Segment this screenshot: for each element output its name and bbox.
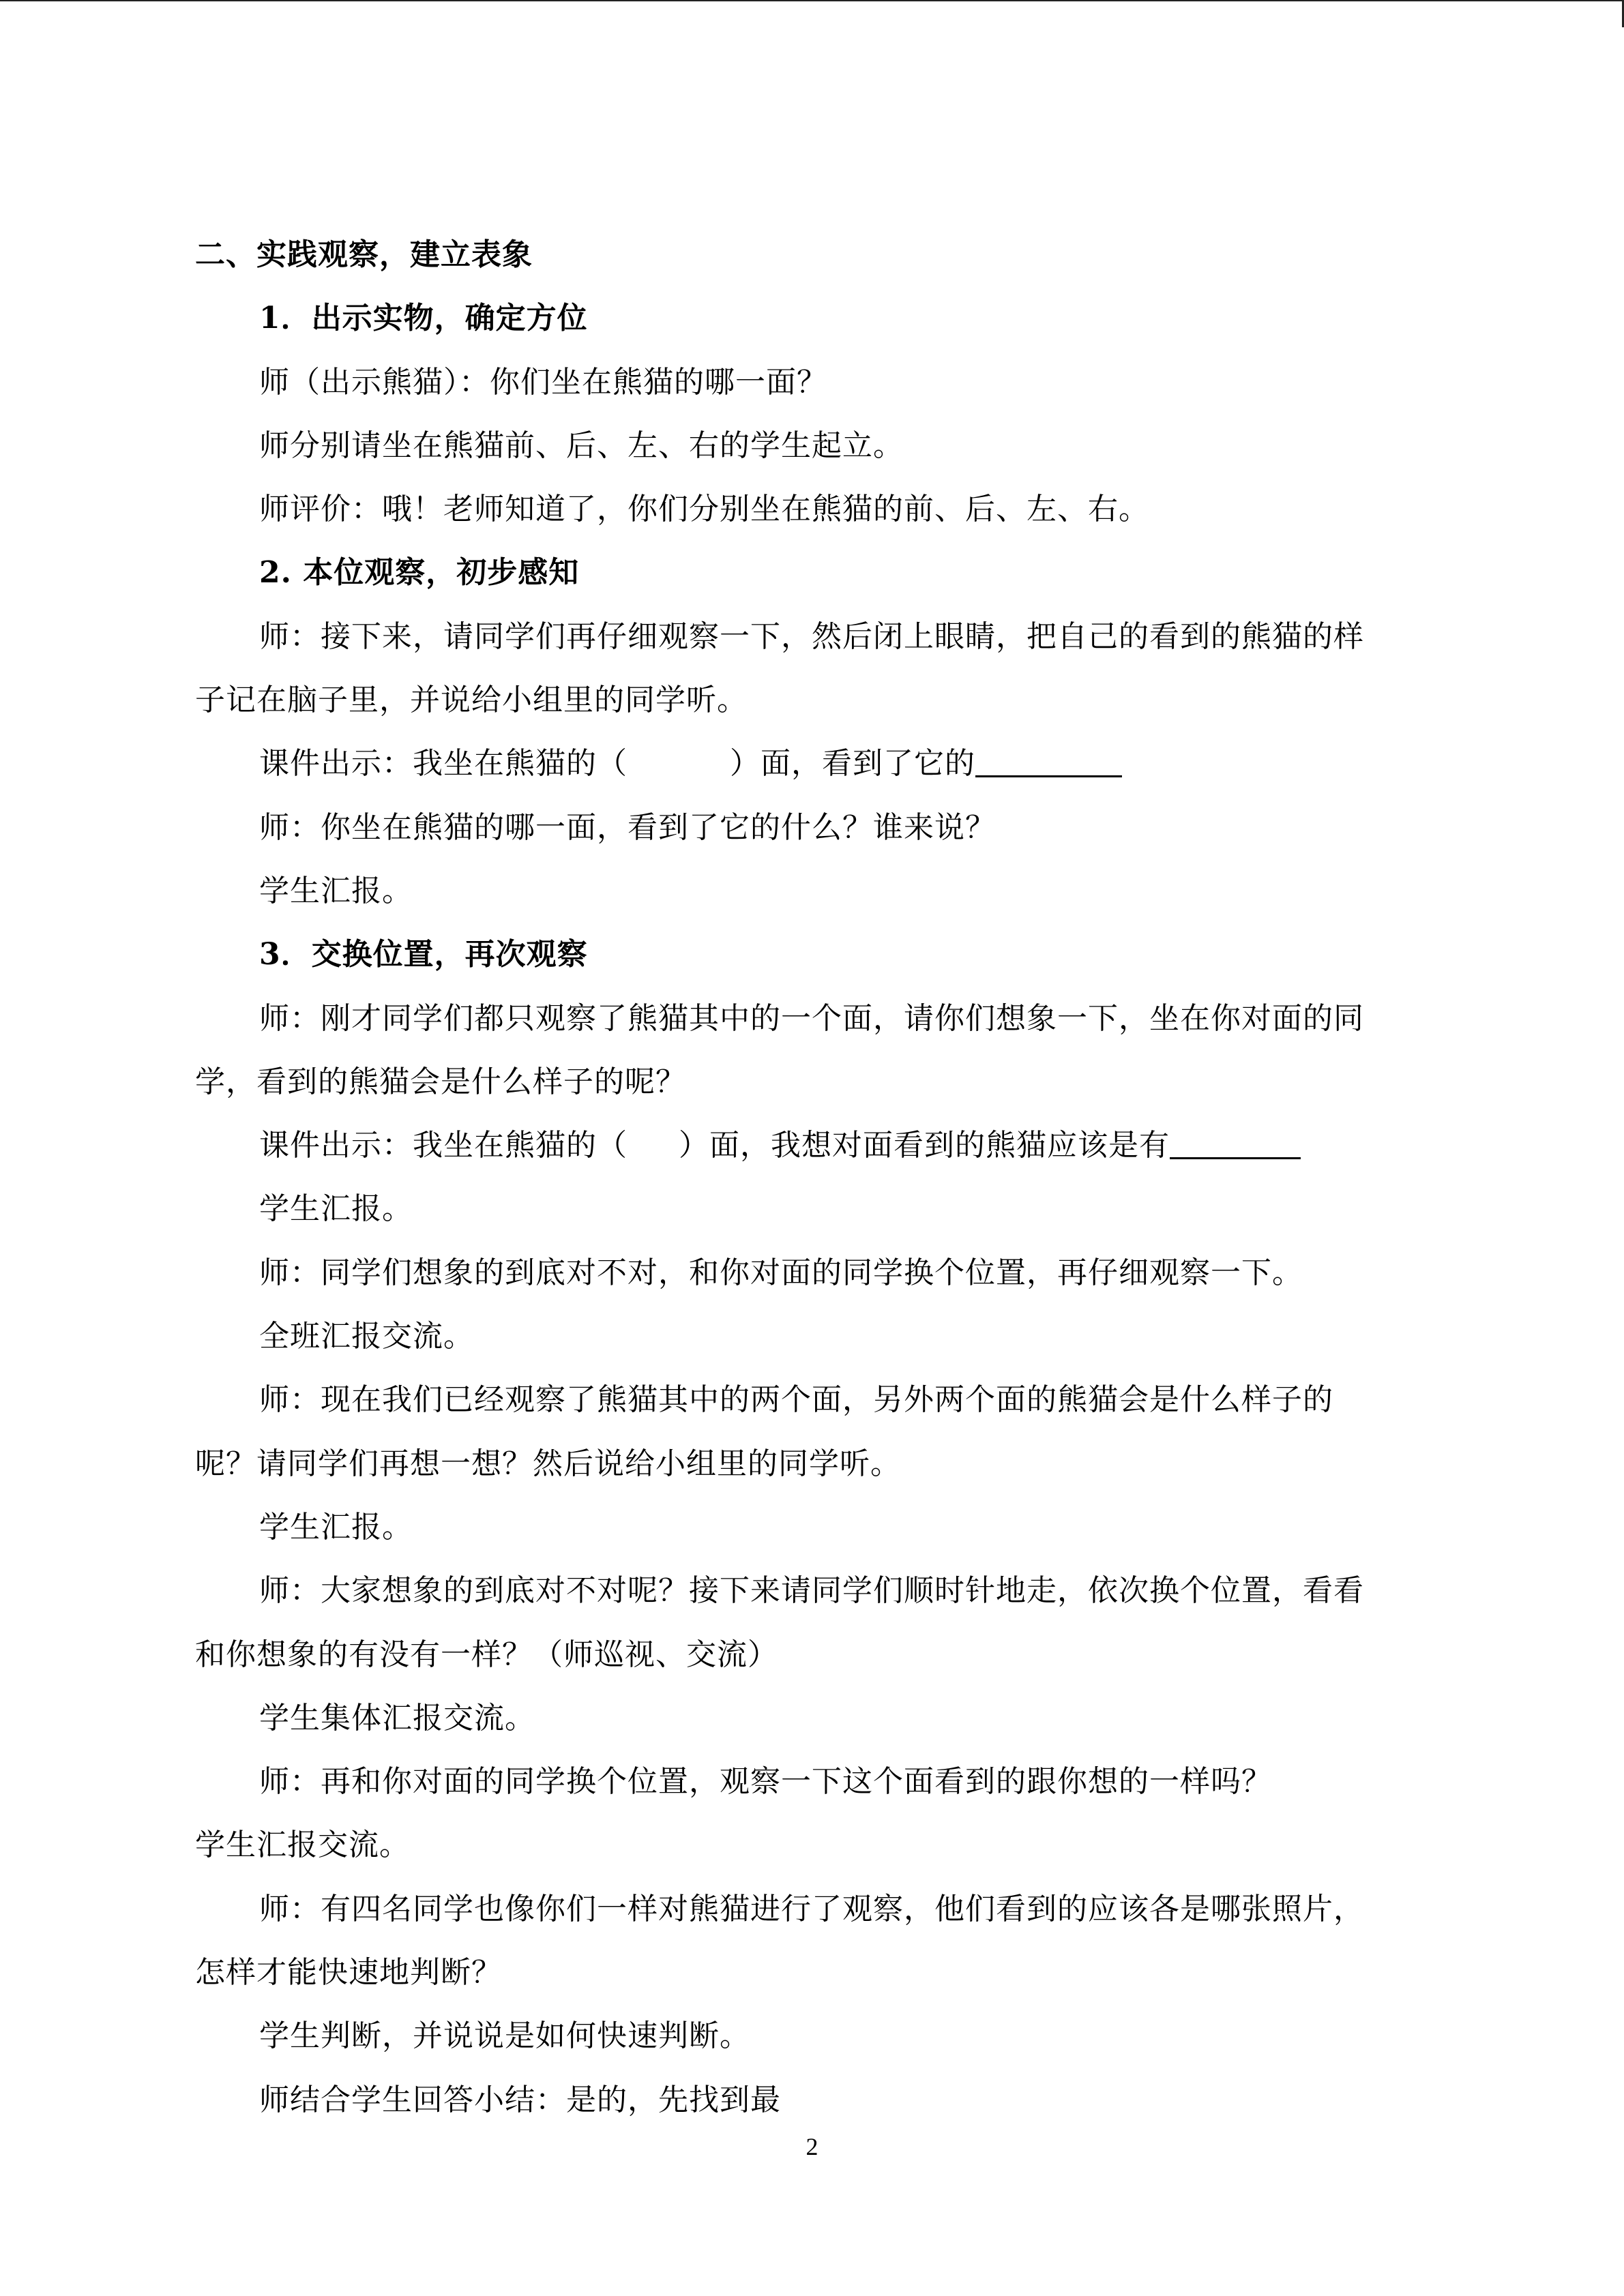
subheading-1: 1．出示实物，确定方位 xyxy=(259,301,588,336)
subheading-3: 3．交换位置，再次观察 xyxy=(259,937,588,972)
fill-in-line xyxy=(195,1114,1443,1177)
fill-in-prefix: 课件出示：我坐在熊猫的（ xyxy=(259,746,628,781)
paragraph-line: 学生汇报。 xyxy=(259,1191,413,1227)
paragraph-continuation: 呢？请同学们再想一想？然后说给小组里的同学听。 xyxy=(195,1446,901,1481)
paragraph-line: 师：现在我们已经观察了熊猫其中的两个面，另外两个面的熊猫会是什么样子的 xyxy=(259,1382,1333,1418)
fill-in-suffix: ）面，看到了它的 xyxy=(730,746,975,781)
paragraph-line: 师：有四名同学也像你们一样对熊猫进行了观察，他们看到的应该各是哪张照片， xyxy=(259,1891,1364,1926)
paragraph-continuation: 学，看到的熊猫会是什么样子的呢？ xyxy=(195,1064,686,1099)
paragraph-line: 全班汇报交流。 xyxy=(259,1319,474,1354)
paragraph-line: 师：再和你对面的同学换个位置，观察一下这个面看到的跟你想的一样吗？ xyxy=(259,1764,1272,1800)
top-border-line xyxy=(0,0,1624,1)
paragraph-line: 师（出示熊猫）：你们坐在熊猫的哪一面？ xyxy=(259,364,827,400)
paragraph-line: 师：接下来，请同学们再仔细观察一下，然后闭上眼睛，把自己的看到的熊猫的样 xyxy=(259,618,1364,654)
fill-in-prefix: 课件出示：我坐在熊猫的（ xyxy=(259,1128,628,1163)
paragraph-line: 师：刚才同学们都只观察了熊猫其中的一个面，请你们想象一下，坐在你对面的同 xyxy=(259,1000,1364,1036)
paragraph-line: 学生集体汇报交流。 xyxy=(259,1700,535,1735)
paragraph-continuation: 怎样才能快速地判断？ xyxy=(195,1955,502,1991)
paragraph-continuation: 子记在脑子里，并说给小组里的同学听。 xyxy=(195,683,748,718)
paragraph-line: 师分别请坐在熊猫前、后、左、右的学生起立。 xyxy=(259,428,904,463)
paragraph-line: 师评价：哦！老师知道了，你们分别坐在熊猫的前、后、左、右。 xyxy=(259,492,1149,527)
paragraph-line: 师：同学们想象的到底对不对，和你对面的同学换个位置，再仔细观察一下。 xyxy=(259,1255,1303,1290)
document-page xyxy=(195,223,1443,2132)
paragraph-line: 师：大家想象的到底对不对呢？接下来请同学们顺时针地走，依次换个位置，看看 xyxy=(259,1573,1364,1609)
answer-blank xyxy=(1170,1127,1301,1159)
paragraph-line: 学生汇报。 xyxy=(259,873,413,908)
paragraph-line: 学生汇报。 xyxy=(259,1509,413,1545)
section-heading: 二、实践观察，建立表象 xyxy=(195,237,533,272)
subheading-2: 2. 本位观察，初步感知 xyxy=(259,555,580,591)
paragraph-continuation: 学生汇报交流。 xyxy=(195,1828,410,1863)
paragraph-line: 师结合学生回答小结：是的，先找到最 xyxy=(259,2082,781,2117)
fill-in-line xyxy=(195,732,1443,795)
paragraph-line: 师：你坐在熊猫的哪一面，看到了它的什么？谁来说？ xyxy=(259,809,996,845)
answer-blank xyxy=(975,745,1122,777)
fill-in-suffix: ）面，我想对面看到的熊猫应该是有 xyxy=(679,1128,1170,1163)
paragraph-continuation: 和你想象的有没有一样？（师巡视、交流） xyxy=(195,1637,778,1672)
paragraph-line: 学生判断，并说说是如何快速判断。 xyxy=(259,2018,750,2054)
page-number: 2 xyxy=(806,2133,818,2160)
